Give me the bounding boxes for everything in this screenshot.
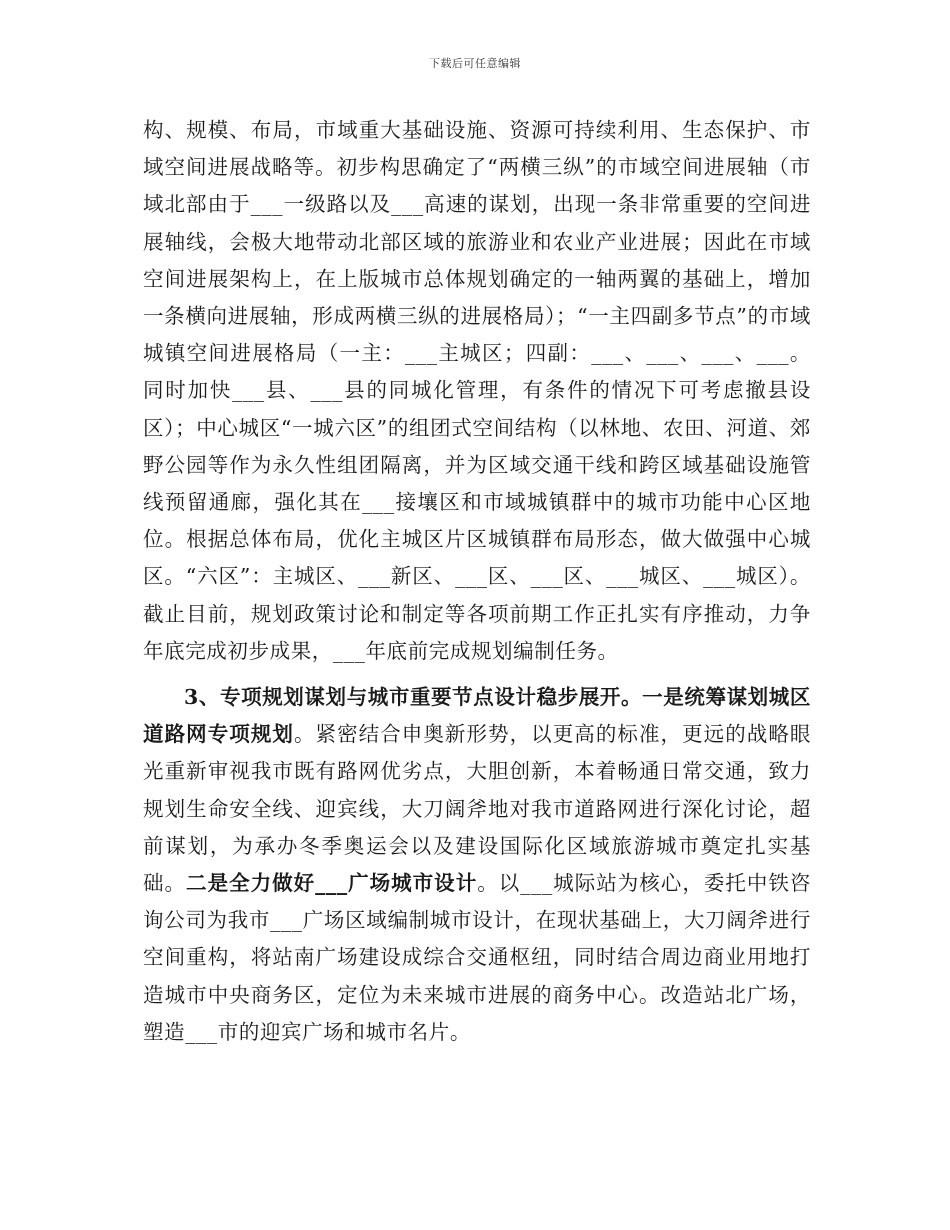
point1-text: 。紧密结合申奥新形势，以更高的标准，更远的战略眼光重新审视我市既有路网优劣点，大胆创新，本着畅通日常交通，致力规划生命安全线、迎宾线，大刀阔斧地对我市道路网进行深化讨论，超前谋划，为承办冬季奥运会以及建设国际化区域旅游城市奠定扎实基础。 (143, 722, 812, 896)
paragraph-planning-overview: 构、规模、布局，市域重大基础设施、资源可持续利用、生态保护、市域空间进展战略等。初步构思确定了“两横三纵”的市域空间进展轴（市域北部由于___一级路以及___高速的谋划，出现一条非常重要的空间进展轴线，会极大地带动北部区域的旅游业和农业产业进展；因此在市域空间进展架构上，在上版城市总体规划确定的一轴两翼的基础上，增加一条横向进展轴，形成两横三纵的进展格局）；“一主四副多节点”的市域城镇空间进展格局（一主：___主城区；四副：___、___、___、___。同时加快___县、___县的同城化管理，有条件的情况下可考虑撤县设区）；中心城区“一城六区”的组团式空间结构（以林地、农田、河道、郊野公园等作为永久性组团隔离，并为区域交通干线和跨区域基础设施管线预留通廊，强化其在___接壤区和市域城镇群中的城市功能中心区地位。根据总体布局，优化主城区片区城镇群布局形态，做大做强中心城区。“六区”：主城区、___新区、___区、___区、___城区、___城区）。截止目前，规划政策讨论和制定等各项前期工作正扎实有序推动，力争年底完成初步成果，___年底前完成规划编制任务。 (143, 118, 811, 663)
point2-title: 二是全力做好___广场城市设计 (186, 871, 478, 896)
paragraph-special-planning (143, 679, 811, 1051)
section-heading: 3、专项规划谋划与城市重要节点设计稳步展开。 (184, 685, 643, 710)
document-body (143, 112, 811, 1051)
point1-title: 一是统筹谋划城区道路网专项规划 (143, 685, 811, 747)
page-header: 下载后可任意编辑 (429, 57, 521, 70)
point2-text: 。以___城际站为核心，委托中铁咨询公司为我市___广场区域编制城市设计，在现状基础上，大刀阔斧进行空间重构，将站南广场建设成综合交通枢纽，同时结合周边商业用地打造城市中央商务区，定位为未来城市进展的商务中心。改造站北广场，塑造___市的迎宾广场和城市名片。 (143, 871, 812, 1044)
